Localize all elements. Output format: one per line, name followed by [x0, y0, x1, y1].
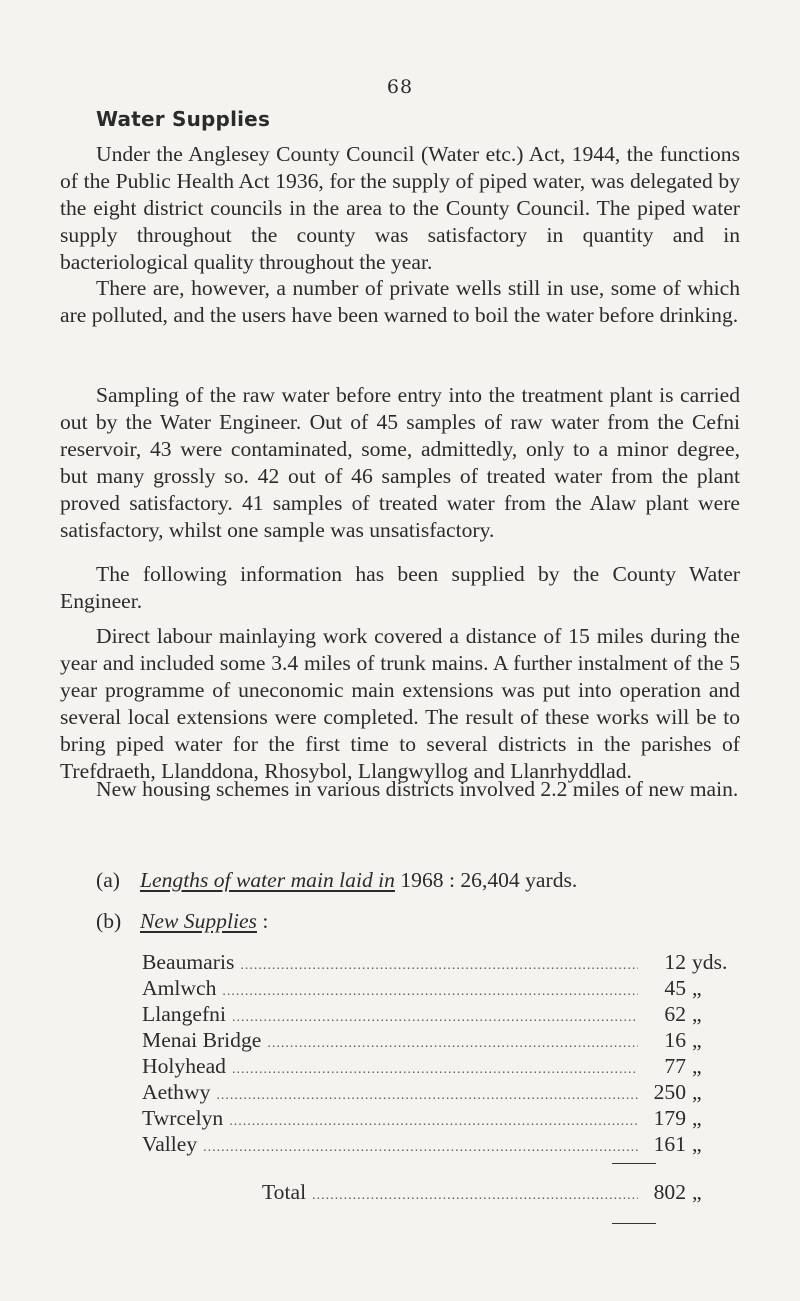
new-supplies-title: New Supplies [140, 909, 257, 933]
supply-unit: „ [692, 1132, 702, 1156]
supply-quantity: 161 [653, 1132, 686, 1156]
supply-quantity: 62 [664, 1002, 686, 1026]
new-supplies-colon: : [262, 909, 269, 933]
supply-row [142, 1080, 742, 1106]
paragraph-6 [60, 776, 740, 803]
leader-dots [267, 1036, 638, 1052]
total-unit: „ [692, 1180, 702, 1204]
paragraph-2 [60, 275, 740, 329]
leader-dots [222, 984, 638, 1000]
total-quantity: 802 [653, 1180, 686, 1204]
leader-dots [203, 1140, 638, 1156]
page-title: Water Supplies [96, 107, 271, 131]
supply-town: Amlwch [142, 976, 217, 1000]
supplies-list [142, 950, 742, 1158]
new-supplies-line [96, 909, 268, 934]
paragraph-3-text: Sampling of the raw water before entry into the treatment plant is carried out by the Water Engineer. Out of 45 samples of raw water from the Cefni reservoir, 43 were contaminated, some, admittedly, only to a minor degree, but many grossly so. 42 out of 46 samples of treated water from the plant proved satisfactory. 41 samples of treated water from the Alaw plant were satisfactory, whilst one sample was unsatisfactory. [60, 383, 740, 542]
supply-row [142, 1132, 742, 1158]
supply-town: Valley [142, 1132, 198, 1156]
supply-unit: „ [692, 1106, 702, 1130]
paragraph-2-text: There are, however, a number of private wells still in use, some of which are polluted, and the users have been warned to boil the water before drinking. [60, 276, 740, 327]
supply-unit: „ [692, 1002, 702, 1026]
total-row [262, 1180, 742, 1206]
paragraph-4 [60, 561, 740, 615]
supply-row [142, 976, 742, 1002]
lengths-line [96, 868, 577, 893]
supply-unit: „ [692, 1080, 702, 1104]
paragraph-5 [60, 623, 740, 785]
supply-quantity: 45 [664, 976, 686, 1000]
supply-unit: „ [692, 1054, 702, 1078]
supply-quantity: 250 [653, 1080, 686, 1104]
supply-row [142, 1002, 742, 1028]
supply-row [142, 1054, 742, 1080]
new-supplies-label: (b) [96, 909, 122, 933]
lengths-label: (a) [96, 868, 120, 892]
total-rule-bottom [612, 1223, 656, 1224]
total-label: Total [262, 1180, 307, 1204]
supply-unit: yds. [692, 950, 728, 974]
supply-unit: „ [692, 1028, 702, 1052]
supply-town: Beaumaris [142, 950, 235, 974]
supply-town: Aethwy [142, 1080, 211, 1104]
supply-town: Menai Bridge [142, 1028, 262, 1052]
supply-row [142, 1028, 742, 1054]
supply-quantity: 77 [664, 1054, 686, 1078]
paragraph-4-text: The following information has been supplied by the County Water Engineer. [60, 562, 740, 613]
leader-dots [232, 1010, 638, 1026]
paragraph-1-text: Under the Anglesey County Council (Water etc.) Act, 1944, the functions of the Public Health Act 1936, for the supply of piped water, was delegated by the eight district councils in the area to the County Council. The piped water supply throughout the county was satisfactory in quantity and in bacteriological quality throughout the year. [60, 142, 740, 274]
leader-dots [240, 958, 638, 974]
supply-quantity: 179 [653, 1106, 686, 1130]
leader-dots [232, 1062, 638, 1078]
supply-quantity: 16 [664, 1028, 686, 1052]
total-rule-top [612, 1163, 656, 1164]
supply-town: Holyhead [142, 1054, 226, 1078]
paragraph-1 [60, 141, 740, 276]
supply-row [142, 950, 742, 976]
leader-dots [229, 1114, 638, 1130]
supply-town: Twrcelyn [142, 1106, 224, 1130]
supply-quantity: 12 [664, 950, 686, 974]
paragraph-6-text: New housing schemes in various districts involved 2.2 miles of new main. [96, 777, 739, 801]
paragraph-5-text: Direct labour mainlaying work covered a distance of 15 miles during the year and included some 3.4 miles of trunk mains. A further instalment of the 5 year programme of uneconomic main extensions was put into operation and several local extensions were completed. The result of these works will be to bring piped water for the first time to several districts in the parishes of Trefdraeth, Llanddona, Rhosybol, Llangwyllog and Llanrhyddlad. [60, 624, 740, 783]
supply-town: Llangefni [142, 1002, 226, 1026]
lengths-value: : 26,404 yards. [448, 868, 578, 892]
page-number: 68 [386, 76, 414, 98]
leader-dots [216, 1088, 638, 1104]
lengths-year: 1968 [400, 868, 444, 892]
paragraph-3 [60, 382, 740, 544]
supply-row [142, 1106, 742, 1132]
lengths-title: Lengths of water main laid in [140, 868, 395, 892]
supply-unit: „ [692, 976, 702, 1000]
leader-dots [312, 1188, 638, 1204]
